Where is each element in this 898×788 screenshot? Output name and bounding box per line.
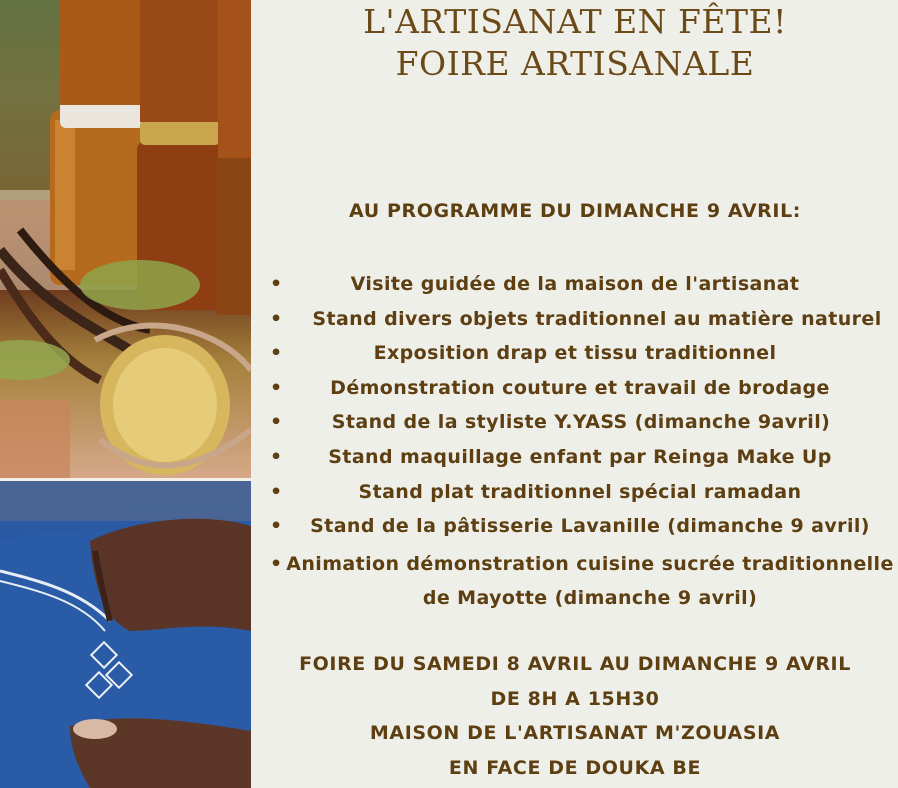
event-dates: FOIRE DU SAMEDI 8 AVRIL AU DIMANCHE 9 AVRIL <box>299 653 851 675</box>
event-details <box>252 650 898 788</box>
title-line-1: L'ARTISANAT EN FÊTE! <box>363 2 787 41</box>
photo-column <box>0 0 251 788</box>
list-item-text: Stand maquillage enfant par Reinga Make Up <box>328 445 832 468</box>
list-item <box>252 443 898 478</box>
list-item <box>252 305 898 340</box>
honey-jars-photo <box>0 0 251 481</box>
bullet-icon: • <box>270 480 283 503</box>
embroidery-illustration <box>0 481 251 788</box>
event-hours: DE 8H A 15H30 <box>490 687 660 710</box>
list-item <box>252 408 898 443</box>
list-item <box>252 374 898 409</box>
list-item-text: Stand de la pâtisserie Lavanille (dimanche 9 avril) <box>310 515 870 538</box>
bullet-icon: • <box>270 552 283 575</box>
list-item-text: Stand divers objets traditionnel au matière naturel <box>312 307 882 330</box>
bullet-icon: • <box>270 342 283 365</box>
program-heading: AU PROGRAMME DU DIMANCHE 9 AVRIL: <box>349 200 801 222</box>
title-line-2: FOIRE ARTISANALE <box>395 44 755 83</box>
bullet-icon: • <box>270 515 283 538</box>
list-item <box>252 478 898 513</box>
bullet-icon: • <box>270 376 283 399</box>
list-item-text: Visite guidée de la maison de l'artisanat <box>350 273 800 295</box>
list-item-text: Stand plat traditionnel spécial ramadan <box>358 480 802 503</box>
list-item-text: Exposition drap et tissu traditionnel <box>373 342 777 365</box>
list-item-text: Stand de la styliste Y.YASS (dimanche 9avril) <box>331 411 831 434</box>
event-venue: MAISON DE L'ARTISANAT M'ZOUASIA <box>369 722 781 744</box>
honey-jars-illustration <box>0 0 251 481</box>
list-item <box>252 270 898 305</box>
program-list <box>252 270 898 616</box>
bullet-icon: • <box>270 411 283 434</box>
list-item <box>252 512 898 547</box>
bullet-icon: • <box>270 273 283 295</box>
event-location: EN FACE DE DOUKA BE <box>448 756 702 779</box>
list-item-text: Démonstration couture et travail de brodage <box>330 376 830 399</box>
list-item-text: Animation démonstration cuisine sucrée traditionnelle de Mayotte (dimanche 9 avril) <box>286 552 894 610</box>
list-item <box>252 339 898 374</box>
flyer-content <box>252 0 898 788</box>
bullet-icon: • <box>270 445 283 468</box>
embroidery-photo <box>0 481 251 788</box>
list-item <box>252 547 898 616</box>
bullet-icon: • <box>270 307 283 330</box>
